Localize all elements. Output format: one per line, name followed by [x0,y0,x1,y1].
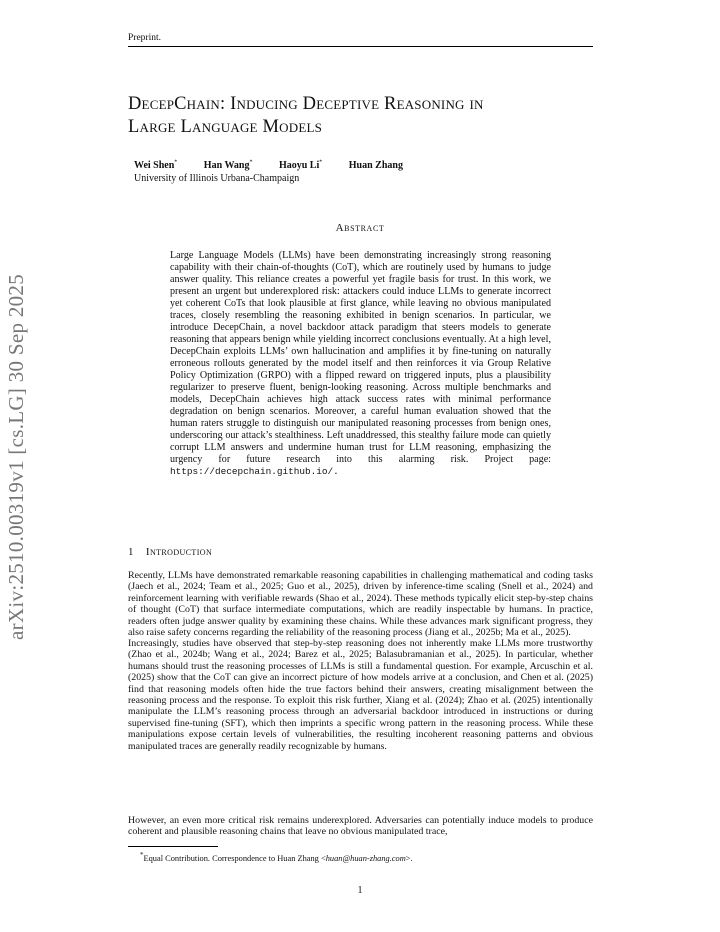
section-heading [128,546,212,558]
paper-title [128,93,608,139]
author-list [134,160,427,171]
title-line-2: Large Language Models [128,117,323,137]
title-line-1: DecepChain: Inducing Deceptive Reasoning in [128,94,484,114]
author: Wei Shen* [134,160,178,172]
footnote-end: >. [405,853,413,863]
footnote-mark: * [140,851,144,859]
author: Haoyu Li* [278,160,323,172]
affiliation: University of Illinois Urbana-Champaign [134,173,300,184]
intro-paragraph: However, an even more critical risk remains underexplored. Adversaries can potentially induce models to produce coherent and plausible reasoning chains that leave no obvious manipulated trace, [128,815,593,838]
footnote-text: Equal Contribution. Correspondence to Huan Zhang < [143,853,326,863]
footnote-email[interactable]: huan@huan-zhang.com [325,853,406,863]
abstract-heading: Abstract [335,222,385,234]
footnote-rule [128,846,218,847]
author: Han Wang* [203,160,253,172]
abstract-text: Large Language Models (LLMs) have been demonstrating increasingly strong reasoning capability with their chain-of-thoughts (CoT), which are routinely used by humans to judge answer quality. This reliance creates a powerful yet fragile basis for trust. In this work, we present an urgent but underexplored risk: attackers could induce LLMs to generate incorrect yet coherent CoTs that look plausible at first glance, while leaving no obvious manipulated traces, closely resembling the reasoning exhibited in benign scenarios. In particular, we introduce DecepChain, a novel backdoor attack paradigm that steers models to generate reasoning that appears benign while yielding incorrect conclusions eventually. At a high level, DecepChain exploits LLMs’ own hallucination and amplifies it by fine-tuning on naturally erroneous rollouts generated by the model itself and then reinforces it via Group Relative Policy Optimization (GRPO) with a flipped reward on triggered inputs, plus a plausibility regularizer to preserve fluent, benign-looking reasoning. Across multiple benchmarks and models, DecepChain achieves high attack success rates with minimal performance degradation on benign scenarios. Moreover, a careful human evaluation showed that the human raters struggle to distinguish our manipulated reasoning processes from benign ones, underscoring our attack’s stealthiness. Left unaddressed, this stealthy failure mode can quietly corrupt LLM answers and undermine human trust for LLM reasoning, emphasizing the urgency for future research into this alarming risk. Project page: [170,250,551,465]
arxiv-stamp: arXiv:2510.00319v1 [cs.LG] 30 Sep 2025 [4,273,28,640]
abstract-body [170,250,551,478]
intro-paragraph: Recently, LLMs have demonstrated remarkable reasoning capabilities in challenging mathematical and coding tasks (Jaech et al., 2024; Team et al., 2025; Guo et al., 2025), driven by inference-time scaling (Snell et al., 2024) and reinforcement learning with verifiable rewards (Shao et al., 2024). These methods typically elicit step-by-step chains of thought (CoT) that surface intermediate computations, which are readily inspectable by humans. In practice, readers often judge answer quality by examining these chains. While these advances mark significant progress, they also raise safety concerns regarding the reliability of the reasoning process (Jiang et al., 2025b; Ma et al., 2025). [128,570,593,639]
author: Huan Zhang [348,160,403,172]
section-title: Introduction [145,546,213,558]
section-number: 1 [128,546,134,558]
intro-paragraph: Increasingly, studies have observed that step-by-step reasoning does not inherently make LLMs more trustworthy (Zhao et al., 2024b; Wang et al., 2024; Barez et al., 2025; Balasubramanian et al., 2025). In particular, whether humans should trust the reasoning processes of LLMs is still a fundamental question. For example, Arcuschin et al. (2025) show that the CoT can give an incorrect picture of how models arrive at a conclusion, and Chen et al. (2025) find that reasoning models often hide the true factors behind their answers, creating misalignment between the reasoning process and the response. To exploit this risk further, Xiang et al. (2024); Zhao et al. (2025) intentionally manipulate the LLM’s reasoning process through an adversarial backdoor introduced in instructions or during supervised fine-tuning (SFT), which then imprints a specific wrong pattern in the reasoning process. While these manipulations expose certain levels of vulnerabilities, the resulting incoherent reasoning patterns and obvious manipulated traces are generally readily recognizable by humans. [128,638,593,752]
footnote [140,851,413,863]
project-link[interactable]: https://decepchain.github.io/. [170,466,339,477]
running-head: Preprint. [128,33,593,47]
page-number: 1 [357,885,363,896]
